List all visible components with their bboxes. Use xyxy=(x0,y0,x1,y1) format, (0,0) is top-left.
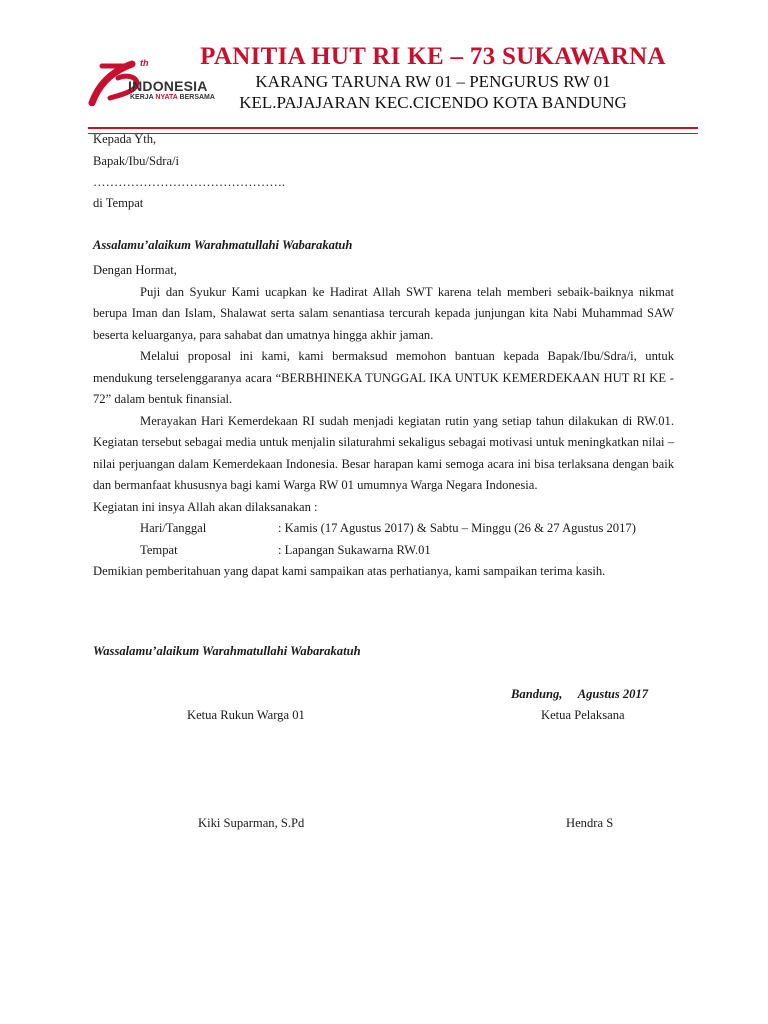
address-line-4: di Tempat xyxy=(93,196,144,210)
schedule-row-place xyxy=(93,540,674,562)
header-divider-thin xyxy=(88,133,698,134)
schedule-value: : Lapangan Sukawarna RW.01 xyxy=(278,542,431,557)
address-line-3: ………………………………………. xyxy=(93,175,286,189)
closing-greeting: Wassalamu’alaikum Warahmatullahi Wabarakatuh xyxy=(93,644,361,658)
letterhead-subtitle-1: KARANG TARUNA RW 01 – PENGURUS RW 01 xyxy=(255,72,611,91)
header-divider-thick xyxy=(88,127,698,129)
closing-text: Demikian pemberitahuan yang dapat kami sampaikan atas perhatianya, kami sampaikan terima kasih. xyxy=(93,564,606,578)
letterhead-title: PANITIA HUT RI KE – 73 SUKAWARNA xyxy=(200,43,666,70)
address-line-2: Bapak/Ibu/Sdra/i xyxy=(93,154,180,168)
schedule-label: Tempat xyxy=(140,542,178,557)
schedule-row-date xyxy=(93,518,674,540)
schedule-label: Hari/Tanggal xyxy=(140,521,207,535)
paragraph-3: Merayakan Hari Kemerdekaan RI sudah menjadi kegiatan rutin yang setiap tahun dilakukan di RW.01. Kegiatan tersebut sebagai media untuk menjalin silaturahmi sekaligus sebagai motivasi untuk meningkatkan nilai – nilai perjuangan dalam Kemerdekaan Indonesia. Besar harapan kami semoga acara ini bisa terlaksana dengan baik dan bermanfaat khususnya bagi kami Warga RW 01 umumnya Warga Negara Indonesia. xyxy=(93,413,674,492)
salutation: Dengan Hormat, xyxy=(93,263,177,277)
logo-tagline: KERJA NYATA BERSAMA xyxy=(130,94,215,101)
left-signatory-role: Ketua Rukun Warga 01 xyxy=(187,708,305,722)
letterhead-subtitle-2: KEL.PAJAJARAN KEC.CICENDO KOTA BANDUNG xyxy=(239,93,627,112)
opening-greeting: Assalamu’alaikum Warahmatullahi Wabarakatuh xyxy=(93,238,353,252)
logo-wordmark: INDONESIA xyxy=(128,78,208,94)
paragraph-1: Puji dan Syukur Kami ucapkan ke Hadirat Allah SWT karena telah memberi sebaik-baiknya nikmat berupa Iman dan Islam, Shalawat serta salam senantiasa tercurah kepada junjungan kita Nabi Muhammad SAW beserta keluarganya, para sahabat dan umatnya hingga akhir jaman. xyxy=(93,284,674,342)
address-line-1: Kepada Yth, xyxy=(93,132,157,146)
schedule-intro: Kegiatan ini insya Allah akan dilaksanakan : xyxy=(93,499,318,514)
letter-body xyxy=(93,260,674,583)
left-signatory-name: Kiki Suparman, S.Pd xyxy=(198,816,305,830)
paragraph-2: Melalui proposal ini kami, kami bermaksud memohon bantuan kepada Bapak/Ibu/Sdra/i, untuk mendukung terselenggaranya acara “BERBHINEKA TUNGGAL IKA UNTUK KEMERDEKAAN HUT RI KE - 72” dalam bentuk finansial. xyxy=(93,349,674,406)
right-signatory-name: Hendra S xyxy=(566,816,614,830)
schedule-value: : Kamis (17 Agustus 2017) & Sabtu – Minggu (26 & 27 Agustus 2017) xyxy=(278,521,636,535)
place-date: Bandung, Agustus 2017 xyxy=(511,687,649,701)
right-signatory-role: Ketua Pelaksana xyxy=(541,708,625,722)
logo-sup: th xyxy=(140,58,149,68)
